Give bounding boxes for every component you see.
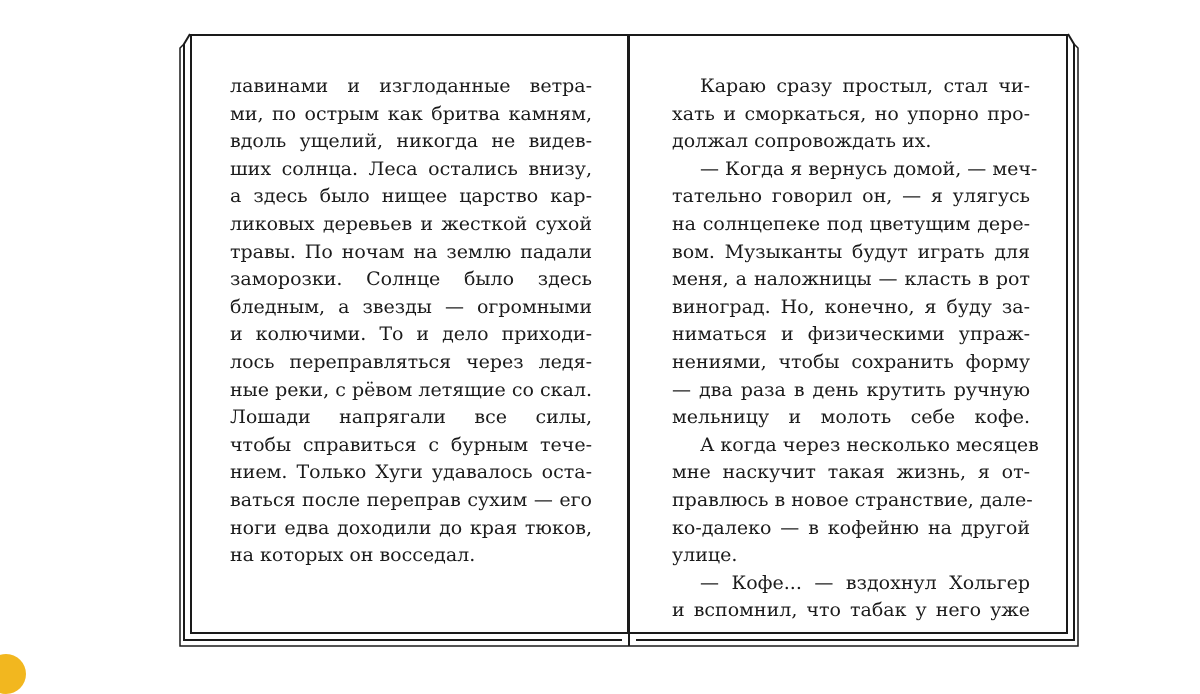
text-line: и вспомнил, что табак у него уже	[672, 599, 1030, 622]
text-line: на которых он восседал.	[230, 544, 476, 567]
text-line: вдоль ущелий, никогда не видев-	[230, 130, 592, 153]
right-page-text	[672, 73, 1039, 625]
text-line: виноград. Но, конечно, я буду за-	[672, 295, 1030, 318]
text-line: правлюсь в новое странствие, дале-	[672, 488, 1033, 511]
text-line: Лошади напрягали все силы,	[230, 406, 592, 429]
text-line: ноги едва доходили до края тюков,	[230, 516, 592, 539]
text-line: мне наскучит такая жизнь, я от-	[672, 461, 1030, 484]
text-line: Караю сразу простыл, стал чи-	[700, 75, 1030, 97]
text-line: хать и сморкаться, но упорно про-	[672, 102, 1030, 125]
text-line: — два раза в день крутить ручную	[672, 378, 1030, 401]
text-line: мельницу и молоть себе кофе.	[672, 406, 1030, 429]
text-line: чтобы справиться с бурным тече-	[230, 433, 592, 456]
text-line: ликовых деревьев и жесткой сухой	[230, 212, 592, 235]
text-line: нием. Только Хуги удавалось оста-	[230, 461, 592, 484]
text-line: ваться после переправ сухим — его	[230, 488, 592, 511]
text-line: улице.	[672, 544, 738, 567]
text-line: травы. По ночам на землю падали	[230, 240, 592, 263]
text-line: а здесь было нищее царство кар-	[230, 185, 592, 208]
text-line: должал сопровождать их.	[672, 130, 932, 153]
text-line: заморозки. Солнце было здесь	[230, 268, 592, 291]
text-line: тательно говорил он, — я улягусь	[672, 185, 1030, 208]
text-line: ко-далеко — в кофейню на другой	[672, 516, 1030, 539]
text-line: вом. Музыканты будут играть для	[672, 240, 1030, 263]
text-line: нениями, чтобы сохранить форму	[672, 350, 1030, 373]
text-line: ми, по острым как бритва камням,	[230, 102, 592, 125]
text-line: — Когда я вернусь домой, — меч-	[700, 157, 1038, 180]
book-spine	[627, 34, 630, 634]
text-line: А когда через несколько месяцев	[700, 433, 1039, 456]
text-line: лось переправляться через ледя-	[230, 350, 592, 373]
text-line: и колючими. То и дело приходи-	[230, 323, 592, 346]
text-line: ные реки, с рёвом летящие со скал.	[230, 378, 592, 401]
text-line: бледным, а звезды — огромными	[230, 295, 592, 318]
left-page-text	[230, 73, 592, 570]
text-line: — Кофе... — вздохнул Хольгер	[700, 571, 1030, 594]
text-line: ших солнца. Леса остались внизу,	[230, 157, 592, 180]
text-line: ниматься и физическими упраж-	[672, 323, 1030, 346]
text-line: меня, а наложницы — класть в рот	[672, 268, 1030, 291]
text-line: на солнцепеке под цветущим дере-	[672, 212, 1030, 235]
text-line: лавинами и изглоданные ветра-	[230, 75, 592, 97]
